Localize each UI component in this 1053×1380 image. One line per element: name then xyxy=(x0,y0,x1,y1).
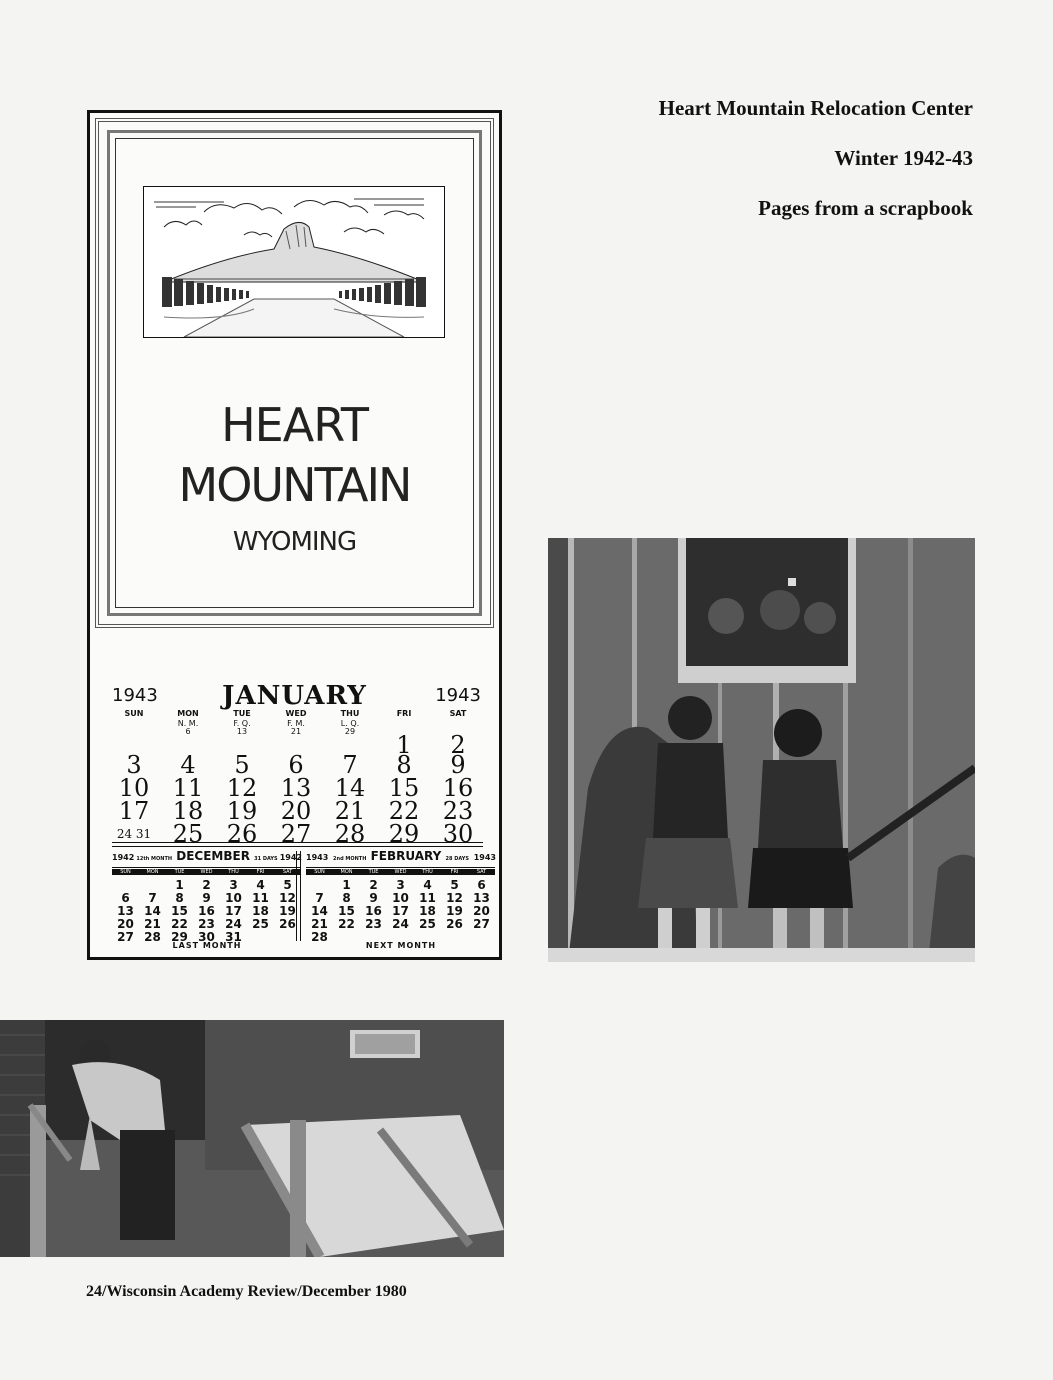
mini-dec-year-right: 1942 xyxy=(279,853,302,862)
calendar-day: 27 xyxy=(280,820,312,848)
calendar-day: 10 xyxy=(118,774,150,802)
day-header-thu: THU xyxy=(340,709,360,718)
mini-calendar-day: 17 xyxy=(392,904,409,918)
calendar-title-mountain: MOUNTAIN xyxy=(178,458,411,512)
calendar-day: 1 xyxy=(396,731,412,759)
mini-calendar-february xyxy=(306,849,496,950)
calendar-day: 9 xyxy=(450,751,466,779)
mini-calendar-day: 7 xyxy=(148,891,157,905)
mini-calendar-day: 21 xyxy=(144,917,161,931)
caption-subtitle: Pages from a scrapbook xyxy=(758,196,973,220)
mini-day-header: SUN xyxy=(306,869,333,875)
calendar-day: 8 xyxy=(396,751,412,779)
mini-calendar-day: 10 xyxy=(392,891,409,905)
calendar-day: 7 xyxy=(342,751,358,779)
mini-calendar-day: 20 xyxy=(117,917,134,931)
mini-day-header: MON xyxy=(333,869,360,875)
mini-calendar-day: 23 xyxy=(198,917,215,931)
mini-feb-year-right: 1943 xyxy=(473,853,496,862)
mini-calendar-day: 4 xyxy=(423,878,432,892)
calendar-day: 28 xyxy=(334,820,366,848)
moon-phase-day: 29 xyxy=(344,727,356,736)
mini-calendar-day: 21 xyxy=(311,917,328,931)
mini-dec-grid xyxy=(112,867,301,944)
calendar-title-heart: HEART xyxy=(221,398,368,452)
mini-calendar-day: 1 xyxy=(175,878,184,892)
mini-calendar-day: 7 xyxy=(315,891,324,905)
moon-phase-day: 21 xyxy=(290,727,302,736)
moon-phase-day: 13 xyxy=(236,727,248,736)
mini-calendar-day: 31 xyxy=(225,930,242,944)
mini-calendar-day: 12 xyxy=(279,891,296,905)
mini-calendar-day: 9 xyxy=(202,891,211,905)
mini-calendar-day: 29 xyxy=(171,930,188,944)
mini-feb-month-no: 2nd MONTH xyxy=(333,856,367,862)
mini-calendar-day: 19 xyxy=(446,904,463,918)
mini-feb-year-left: 1943 xyxy=(306,853,329,862)
day-header-mon: MON xyxy=(177,709,199,718)
calendar-day: 16 xyxy=(442,774,474,802)
mini-calendar-day: 14 xyxy=(311,904,328,918)
photo-man-building-bed-frame xyxy=(0,1020,504,1257)
mini-calendar-day: 4 xyxy=(256,878,265,892)
calendar-day: 19 xyxy=(226,797,258,825)
calendar-title-wyoming: WYOMING xyxy=(232,527,357,557)
mini-calendar-day: 3 xyxy=(229,878,238,892)
mini-calendar-day: 13 xyxy=(117,904,134,918)
mini-day-header: SAT xyxy=(274,869,301,875)
mini-calendar-december xyxy=(112,849,302,950)
mini-calendar-day: 15 xyxy=(171,904,188,918)
mini-calendar-day: 14 xyxy=(144,904,161,918)
calendar-frame xyxy=(95,118,494,628)
mini-calendar-day: 5 xyxy=(450,878,459,892)
mini-day-header: FRI xyxy=(247,869,274,875)
mini-dec-days: 31 DAYS xyxy=(254,856,278,862)
mini-calendar-day: 25 xyxy=(252,917,269,931)
mini-calendar-day: 8 xyxy=(175,891,184,905)
mini-calendar-day: 18 xyxy=(252,904,269,918)
calendar-day: 15 xyxy=(388,774,420,802)
mini-calendar-day: 15 xyxy=(338,904,355,918)
mini-feb-footer: NEXT MONTH xyxy=(365,941,437,950)
mini-calendar-day: 23 xyxy=(365,917,382,931)
mini-calendar-day: 27 xyxy=(117,930,134,944)
calendar-day: 21 xyxy=(334,797,366,825)
calendar-frame-inner xyxy=(107,130,482,616)
calendar-1943 xyxy=(87,110,502,960)
mini-day-header: SUN xyxy=(112,869,139,875)
caption-title: Heart Mountain Relocation Center xyxy=(658,96,973,120)
mini-feb-grid xyxy=(306,867,495,944)
calendar-day: 23 xyxy=(442,797,474,825)
mini-day-header: WED xyxy=(387,869,414,875)
year-right: 1943 xyxy=(435,685,481,706)
mini-calendar-day: 1 xyxy=(342,878,351,892)
mini-calendar-day: 16 xyxy=(365,904,382,918)
mini-feb-name: FEBRUARY xyxy=(370,849,442,863)
calendar-day: 3 xyxy=(126,751,142,779)
page-footer: 24/Wisconsin Academy Review/December 1980 xyxy=(86,1283,407,1300)
calendar-day: 30 xyxy=(442,820,474,848)
mini-feb-days: 28 DAYS xyxy=(445,856,469,862)
mini-calendar-day: 17 xyxy=(225,904,242,918)
mini-calendar-day: 30 xyxy=(198,930,215,944)
calendar-day: 20 xyxy=(280,797,312,825)
calendar-grid-area xyxy=(90,633,499,960)
mini-calendar-day: 26 xyxy=(279,917,296,931)
mini-calendar-day: 2 xyxy=(202,878,211,892)
photo-children-at-barracks-window xyxy=(548,538,975,962)
moon-phase xyxy=(328,720,372,736)
moon-phase xyxy=(166,720,210,736)
mini-calendar-day: 11 xyxy=(252,891,269,905)
mini-dec-month-no: 12th MONTH xyxy=(136,856,173,862)
mini-calendar-day: 24 xyxy=(392,917,409,931)
mini-day-header: THU xyxy=(220,869,247,875)
calendar-day: 4 xyxy=(180,751,196,779)
year-left: 1943 xyxy=(112,685,158,706)
mini-calendar-day: 13 xyxy=(473,891,490,905)
heart-mountain-sketch xyxy=(143,186,445,338)
mini-day-header: THU xyxy=(414,869,441,875)
mini-calendar-day: 16 xyxy=(198,904,215,918)
mini-calendar-day: 6 xyxy=(121,891,130,905)
mini-dec-year-left: 1942 xyxy=(112,853,135,862)
calendar-day: 11 xyxy=(172,774,204,802)
mini-calendar-day: 5 xyxy=(283,878,292,892)
mini-calendar-day: 6 xyxy=(477,878,486,892)
mini-day-header: TUE xyxy=(166,869,193,875)
calendar-day: 5 xyxy=(234,751,250,779)
moon-phase-label: F. Q. xyxy=(233,719,251,728)
mini-calendar-day: 27 xyxy=(473,917,490,931)
calendar-day: 2 xyxy=(450,731,466,759)
mini-calendar-day: 20 xyxy=(473,904,490,918)
mini-calendar-day: 10 xyxy=(225,891,242,905)
calendar-day: 24 31 xyxy=(116,827,152,841)
calendar-day: 25 xyxy=(172,820,204,848)
mini-calendar-day: 26 xyxy=(446,917,463,931)
calendar-day: 18 xyxy=(172,797,204,825)
moon-phase-label: L. Q. xyxy=(340,719,360,728)
mini-calendar-day: 9 xyxy=(369,891,378,905)
calendar-day: 26 xyxy=(226,820,258,848)
mini-calendar-day: 8 xyxy=(342,891,351,905)
mini-calendar-day: 11 xyxy=(419,891,436,905)
calendar-day: 22 xyxy=(388,797,420,825)
mini-day-header: MON xyxy=(139,869,166,875)
mini-day-header: FRI xyxy=(441,869,468,875)
mini-day-header: SAT xyxy=(468,869,495,875)
day-header-sat: SAT xyxy=(449,709,467,718)
moon-phase xyxy=(274,720,318,736)
mini-calendar-day: 24 xyxy=(225,917,242,931)
mini-calendar-day: 25 xyxy=(419,917,436,931)
day-header-sun: SUN xyxy=(124,709,144,718)
mini-dec-name: DECEMBER xyxy=(176,849,250,863)
moon-phase-label: F. M. xyxy=(287,719,305,728)
calendar-day: 6 xyxy=(288,751,304,779)
mini-calendar-day: 12 xyxy=(446,891,463,905)
calendar-day: 14 xyxy=(334,774,366,802)
mini-calendar-day: 22 xyxy=(338,917,355,931)
mini-calendar-day: 22 xyxy=(171,917,188,931)
moon-phase xyxy=(220,720,264,736)
caption-date: Winter 1942-43 xyxy=(834,146,973,170)
calendar-day: 13 xyxy=(280,774,312,802)
mini-calendar-day: 2 xyxy=(369,878,378,892)
calendar-day: 29 xyxy=(388,820,420,848)
mini-calendar-day: 28 xyxy=(311,930,328,944)
mini-calendar-day: 28 xyxy=(144,930,161,944)
mini-calendar-day: 18 xyxy=(419,904,436,918)
month-name: JANUARY xyxy=(222,681,367,711)
calendar-day: 12 xyxy=(226,774,258,802)
day-header-tue: TUE xyxy=(233,709,251,718)
mini-calendar-day: 19 xyxy=(279,904,296,918)
mini-day-header: WED xyxy=(193,869,220,875)
moon-phase-label: N. M. xyxy=(177,719,199,728)
mini-calendar-day: 3 xyxy=(396,878,405,892)
calendar-day: 17 xyxy=(118,797,150,825)
mini-day-header: TUE xyxy=(360,869,387,875)
moon-phase-day: 6 xyxy=(185,727,191,736)
mini-dec-footer: LAST MONTH xyxy=(172,941,242,950)
day-header-wed: WED xyxy=(285,709,307,718)
day-header-fri: FRI xyxy=(396,709,412,718)
